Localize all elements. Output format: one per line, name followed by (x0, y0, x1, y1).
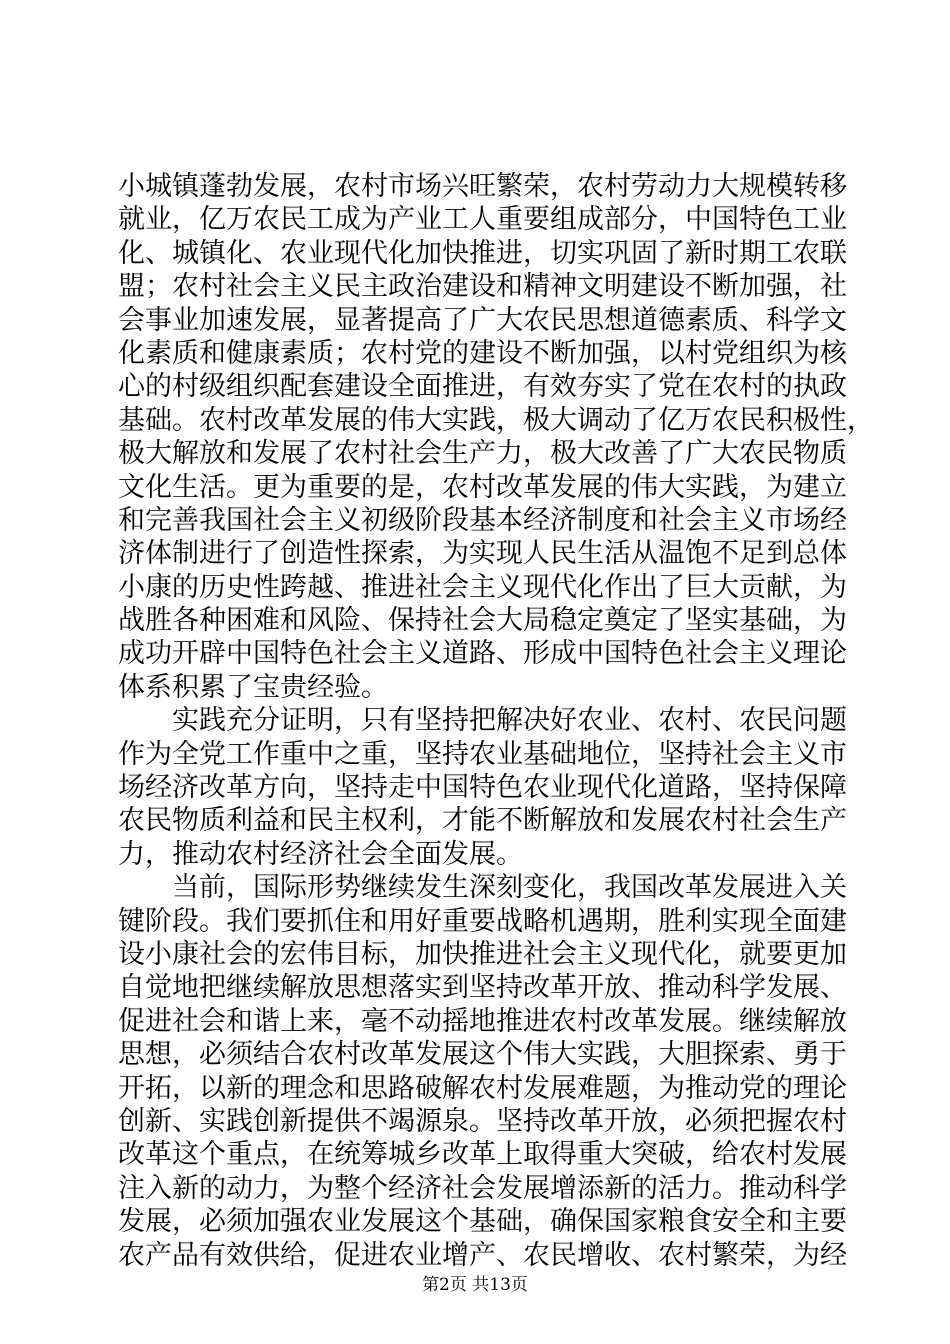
text-line: 会事业加速发展，显著提高了广大农民思想道德素质、科学文 (118, 304, 847, 336)
text-line: 力，推动农村经济社会全面发展。 (118, 838, 523, 870)
text-line: 促进社会和谐上来，毫不动摇地推进农村改革发展。继续解放 (118, 1005, 847, 1037)
text-line: 极大解放和发展了农村社会生产力，极大改善了广大农民物质 (118, 438, 847, 470)
text-line: 心的村级组织配套建设全面推进，有效夯实了党在农村的执政 (118, 371, 847, 403)
text-line: 农产品有效供给，促进农业增产、农民增收、农村繁荣，为经 (118, 1239, 847, 1271)
text-line: 体系积累了宝贵经验。 (118, 671, 388, 703)
text-line: 改革这个重点，在统筹城乡改革上取得重大突破，给农村发展 (118, 1139, 847, 1171)
page-number-footer: 第2页 共13页 (422, 1275, 528, 1295)
text-line: 化、城镇化、农业现代化加快推进，切实巩固了新时期工农联 (118, 237, 847, 269)
text-line: 成功开辟中国特色社会主义道路、形成中国特色社会主义理论 (118, 638, 847, 670)
text-line: 盟；农村社会主义民主政治建设和精神文明建设不断加强，社 (118, 271, 847, 303)
text-line: 化素质和健康素质；农村党的建设不断加强，以村党组织为核 (118, 337, 847, 369)
text-line: 小城镇蓬勃发展，农村市场兴旺繁荣，农村劳动力大规模转移 (118, 171, 847, 202)
text-line: 思想，必须结合农村改革发展这个伟大实践，大胆探索、勇于 (118, 1039, 847, 1071)
text-line: 就业，亿万农民工成为产业工人重要组成部分，中国特色工业 (118, 204, 847, 236)
text-line: 创新、实践创新提供不竭源泉。坚持改革开放，必须把握农村 (118, 1105, 847, 1137)
text-line: 注入新的动力，为整个经济社会发展增添新的活力。推动科学 (118, 1172, 847, 1204)
text-line: 基础。农村改革发展的伟大实践，极大调动了亿万农民积极性， (118, 404, 874, 436)
text-line: 济体制进行了创造性探索，为实现人民生活从温饱不足到总体 (118, 538, 847, 570)
body-text (118, 170, 874, 1272)
text-line: 小康的历史性跨越、推进社会主义现代化作出了巨大贡献，为 (118, 571, 847, 603)
text-line: 农民物质利益和民主权利，才能不断解放和发展农村社会生产 (118, 805, 847, 837)
text-line: 和完善我国社会主义初级阶段基本经济制度和社会主义市场经 (118, 504, 847, 536)
text-line: 发展，必须加强农业发展这个基础，确保国家粮食安全和主要 (118, 1206, 847, 1238)
text-line: 当前，国际形势继续发生深刻变化，我国改革发展进入关 (118, 872, 847, 904)
text-line: 实践充分证明，只有坚持把解决好农业、农村、农民问题 (118, 705, 847, 737)
text-line: 战胜各种困难和风险、保持社会大局稳定奠定了坚实基础，为 (118, 605, 847, 637)
text-line: 自觉地把继续解放思想落实到坚持改革开放、推动科学发展、 (118, 972, 847, 1004)
text-line: 作为全党工作重中之重，坚持农业基础地位，坚持社会主义市 (118, 738, 847, 770)
text-line: 文化生活。更为重要的是，农村改革发展的伟大实践，为建立 (118, 471, 847, 503)
text-line: 键阶段。我们要抓住和用好重要战略机遇期，胜利实现全面建 (118, 905, 847, 937)
text-line: 场经济改革方向，坚持走中国特色农业现代化道路，坚持保障 (118, 772, 847, 804)
text-line: 开拓，以新的理念和思路破解农村发展难题，为推动党的理论 (118, 1072, 847, 1104)
text-line: 设小康社会的宏伟目标，加快推进社会主义现代化，就要更加 (118, 938, 847, 970)
